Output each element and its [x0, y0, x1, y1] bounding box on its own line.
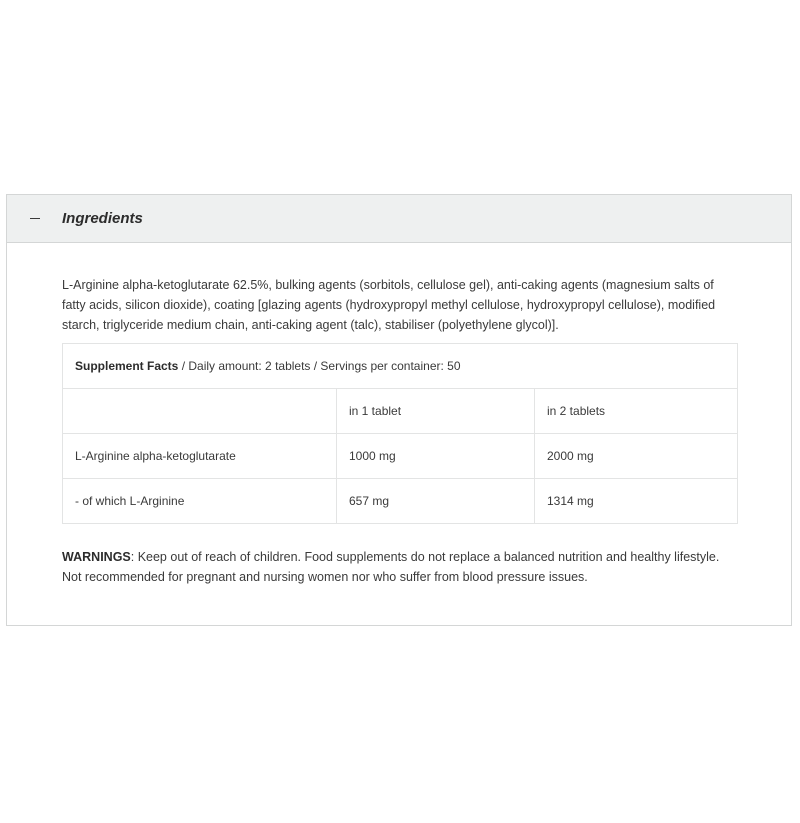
- column-header-1-tablet: in 1 tablet: [337, 389, 535, 434]
- supplement-facts-subheading: / Daily amount: 2 tablets / Servings per container: 50: [178, 359, 461, 373]
- row-value-2-tablets: 2000 mg: [535, 434, 738, 479]
- accordion-title: Ingredients: [62, 210, 143, 227]
- table-row: [63, 479, 738, 524]
- minus-icon[interactable]: [30, 218, 40, 219]
- accordion-header[interactable]: [7, 195, 791, 243]
- table-row: [63, 434, 738, 479]
- warnings-body: : Keep out of reach of children. Food supplements do not replace a balanced nutrition and healthy lifestyle. Not recommended for pregnant and nursing women nor who suffer from blood pressure issues.: [62, 550, 720, 584]
- column-header-name: [63, 389, 337, 434]
- supplement-facts-heading: [63, 344, 738, 389]
- supplement-facts-table: [62, 343, 738, 524]
- ingredients-text: L-Arginine alpha-ketoglutarate 62.5%, bulking agents (sorbitols, cellulose gel), anti-caking agents (magnesium salts of fatty acids, silicon dioxide), coating [glazing agents (hydroxypropyl methyl cellulose, hydroxypropyl cellulose), modified starch, triglyceride medium chain, anti-caking agent (talc), stabiliser (polyethylene glycol)].: [62, 278, 716, 332]
- row-name: L-Arginine alpha-ketoglutarate: [63, 434, 337, 479]
- table-column-row: [63, 389, 738, 434]
- table-header-row: [63, 344, 738, 389]
- row-name: - of which L-Arginine: [63, 479, 337, 524]
- supplement-facts-label: Supplement Facts: [75, 359, 179, 373]
- warnings-text: [62, 547, 736, 587]
- row-value-1-tablet: 657 mg: [337, 479, 535, 524]
- column-header-2-tablets: in 2 tablets: [535, 389, 738, 434]
- row-value-1-tablet: 1000 mg: [337, 434, 535, 479]
- warnings-label: WARNINGS: [62, 550, 131, 564]
- accordion-body: [7, 243, 791, 587]
- row-value-2-tablets: 1314 mg: [535, 479, 738, 524]
- ingredients-accordion: [6, 194, 792, 626]
